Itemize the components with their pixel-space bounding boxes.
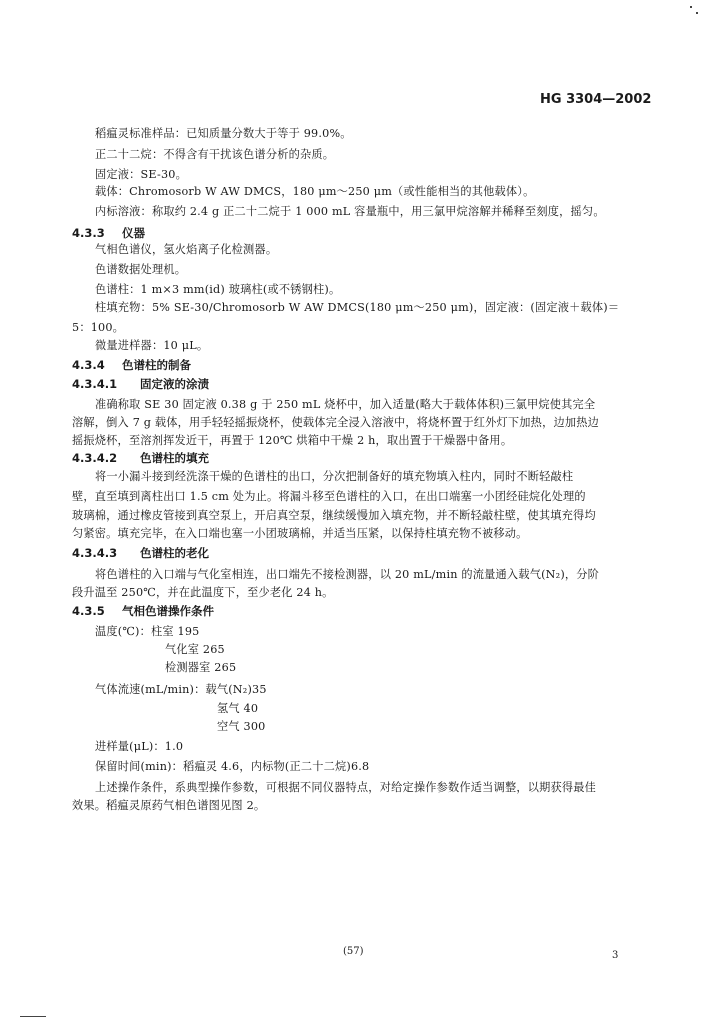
instrument-line: 色谱数据处理机。: [95, 263, 187, 276]
scan-speck: [20, 1016, 46, 1017]
section-number: 4.3.3: [72, 226, 105, 240]
instrument-line: 微量进样器：10 μL。: [95, 339, 209, 352]
temperature-vaporizer: 气化室 265: [165, 643, 225, 656]
instrument-line: 气相色谱仪，氢火焰离子化检测器。: [95, 243, 278, 256]
section-heading-4-3-4-1: [72, 376, 209, 392]
material-line: 正二十二烷：不得含有干扰该色谱分析的杂质。: [95, 148, 335, 161]
section-number: 4.3.4.3: [72, 546, 118, 560]
paragraph-line: 段升温至 250℃，并在此温度下，至少老化 24 h。: [72, 586, 334, 599]
paragraph-line: 溶解，倒入 7 g 载体，用手轻轻摇振烧杯，使载体完全浸入溶液中，将烧杯置于红外灯下加热，边加热边: [72, 416, 600, 429]
section-title: 色谱柱的填充: [140, 451, 209, 465]
paragraph-line: 将一小漏斗接到经洗涤干燥的色谱柱的出口，分次把制备好的填充物填入柱内，同时不断轻敲柱: [95, 470, 574, 483]
flow-hydrogen: 氢气 40: [217, 702, 259, 715]
section-heading-4-3-4-2: [72, 450, 209, 466]
section-title: 固定液的涂渍: [140, 377, 209, 391]
section-heading-4-3-4-3: [72, 545, 209, 561]
section-title: 仪器: [122, 226, 145, 240]
section-heading-4-3-4: [72, 357, 191, 373]
paragraph-line: 壁，直至填到离柱出口 1.5 cm 处为止。将漏斗移至色谱柱的入口，在出口端塞一小团经硅烷化处理的: [72, 490, 586, 503]
paragraph-line: 效果。稻瘟灵原药气相色谱图见图 2。: [72, 799, 266, 812]
instrument-line: 色谱柱：1 m×3 mm(id) 玻璃柱(或不锈钢柱)。: [95, 283, 341, 296]
scan-speck: [696, 12, 698, 14]
section-number: 4.3.5: [72, 604, 105, 618]
section-title: 气相色谱操作条件: [122, 604, 214, 618]
material-line: 内标溶液：称取约 2.4 g 正二十二烷于 1 000 mL 容量瓶中，用三氯甲烷溶解并稀释至刻度，摇匀。: [95, 205, 605, 218]
section-number: 4.3.4.2: [72, 451, 118, 465]
material-line: 固定液：SE-30。: [95, 168, 187, 181]
paragraph-line: 准确称取 SE 30 固定液 0.38 g 于 250 mL 烧杯中，加入适量(略大于载体体积)三氯甲烷使其完全: [95, 398, 596, 411]
retention-time: 保留时间(min)：稻瘟灵 4.6，内标物(正二十二烷)6.8: [95, 760, 370, 773]
instrument-line: 柱填充物：5% SE-30/Chromosorb W AW DMCS(180 μm～250 μm)，固定液：(固定液＋载体)＝: [95, 301, 620, 314]
section-title: 色谱柱的制备: [122, 358, 191, 372]
instrument-line: 5：100。: [72, 321, 125, 334]
temperature-column: 温度(℃)：柱室 195: [95, 625, 200, 638]
footer-center-number: (57): [343, 946, 364, 957]
section-heading-4-3-5: [72, 603, 214, 619]
paragraph-line: 上述操作条件，系典型操作参数，可根据不同仪器特点，对给定操作参数作适当调整，以期获得最佳: [95, 781, 597, 794]
flow-carrier: 气体流速(mL/min)：载气(N₂)35: [95, 683, 267, 696]
section-number: 4.3.4: [72, 358, 105, 372]
section-heading-4-3-3: [72, 225, 145, 241]
paragraph-line: 玻璃棉，通过橡皮管接到真空泵上，开启真空泵，继续缓慢加入填充物，并不断轻敲柱壁，使其填充得均: [72, 509, 596, 522]
standard-number: HG 3304—2002: [540, 92, 652, 107]
page-number: 3: [612, 950, 619, 961]
scan-speck: [690, 6, 692, 8]
paragraph-line: 摇振烧杯，至溶剂挥发近干，再置于 120℃ 烘箱中干燥 2 h，取出置于干燥器中备用。: [72, 434, 513, 447]
section-number: 4.3.4.1: [72, 377, 118, 391]
section-title: 色谱柱的老化: [140, 546, 209, 560]
flow-air: 空气 300: [217, 720, 266, 733]
paragraph-line: 匀紧密。填充完毕，在入口端也塞一小团玻璃棉，并适当压紧，以保持柱填充物不被移动。: [72, 527, 528, 540]
temperature-detector: 检测器室 265: [165, 661, 237, 674]
material-line: 载体：Chromosorb W AW DMCS，180 μm～250 μm（或性能相当的其他载体）。: [95, 185, 535, 198]
material-line: 稻瘟灵标准样品：已知质量分数大于等于 99.0%。: [95, 127, 352, 140]
injection-volume: 进样量(μL)：1.0: [95, 740, 184, 753]
paragraph-line: 将色谱柱的入口端与气化室相连，出口端先不接检测器，以 20 mL/min 的流量通入载气(N₂)，分阶: [95, 568, 600, 581]
